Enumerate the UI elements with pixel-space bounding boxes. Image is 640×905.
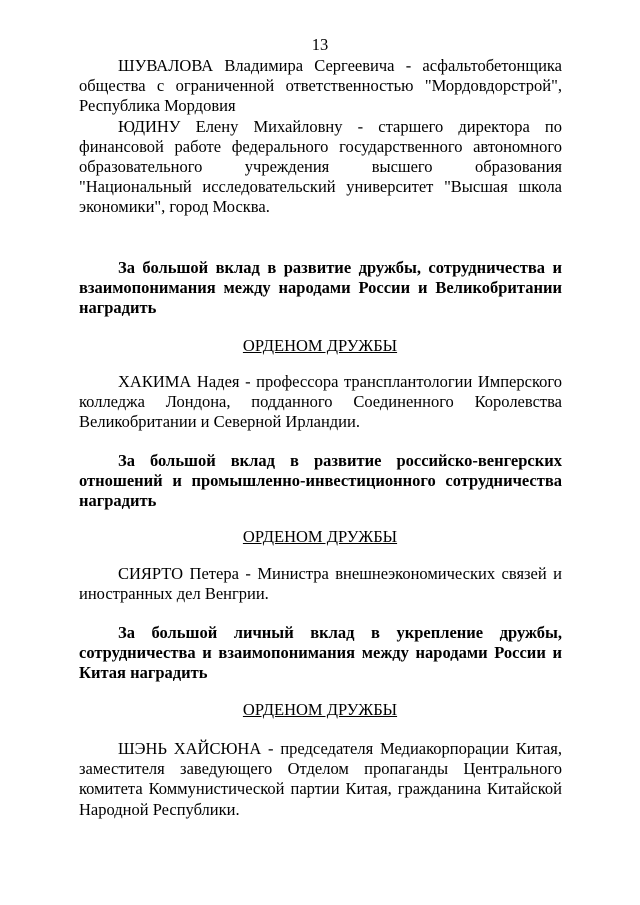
recipient-paragraph: ШУВАЛОВА Владимира Сергеевича - асфальтобетонщика общества с ограниченной ответственностью "Мордовдорстрой", Республика Мордовия <box>79 56 562 116</box>
recipient-block-4 <box>79 739 562 820</box>
order-heading-4: ОРДЕНОМ ДРУЖБЫ <box>242 700 398 719</box>
order-heading-3: ОРДЕНОМ ДРУЖБЫ <box>242 527 398 546</box>
recipient-paragraph: СИЯРТО Петера - Министра внешнеэкономических связей и иностранных дел Венгрии. <box>79 564 562 604</box>
recipients-block-1 <box>79 56 562 218</box>
recipient-paragraph: ЮДИНУ Елену Михайловну - старшего директора по финансовой работе федерального государственного автономного образовательного учреждения высшего образования "Национальный исследовательский университет "Высшая школа экономики", город Москва. <box>79 116 562 217</box>
award-reason-3 <box>79 451 562 512</box>
recipient-paragraph: ХАКИМА Надея - профессора трансплантологии Имперского колледжа Лондона, подданного Соединенного Королевства Великобритании и Северной Ирландии. <box>79 372 562 432</box>
recipient-paragraph: ШЭНЬ ХАЙСЮНА - председателя Медиакорпорации Китая, заместителя заведующего Отделом пропаганды Центрального комитета Коммунистической партии Китая, гражданина Китайской Народной Республики. <box>79 739 562 819</box>
award-reason-text: За большой вклад в развитие дружбы, сотрудничества и взаимопонимания между народами России и Великобритании наградить <box>79 258 562 318</box>
award-reason-2 <box>79 258 562 319</box>
order-heading-2: ОРДЕНОМ ДРУЖБЫ <box>242 336 398 355</box>
award-reason-text: За большой личный вклад в укрепление дружбы, сотрудничества и взаимопонимания между народами России и Китая наградить <box>79 623 562 683</box>
award-reason-4 <box>79 623 562 684</box>
award-reason-text: За большой вклад в развитие российско-венгерских отношений и промышленно-инвестиционного сотрудничества наградить <box>79 451 562 511</box>
recipient-block-3 <box>79 564 562 604</box>
recipient-block-2 <box>79 372 562 433</box>
page-number: 13 <box>311 35 329 54</box>
